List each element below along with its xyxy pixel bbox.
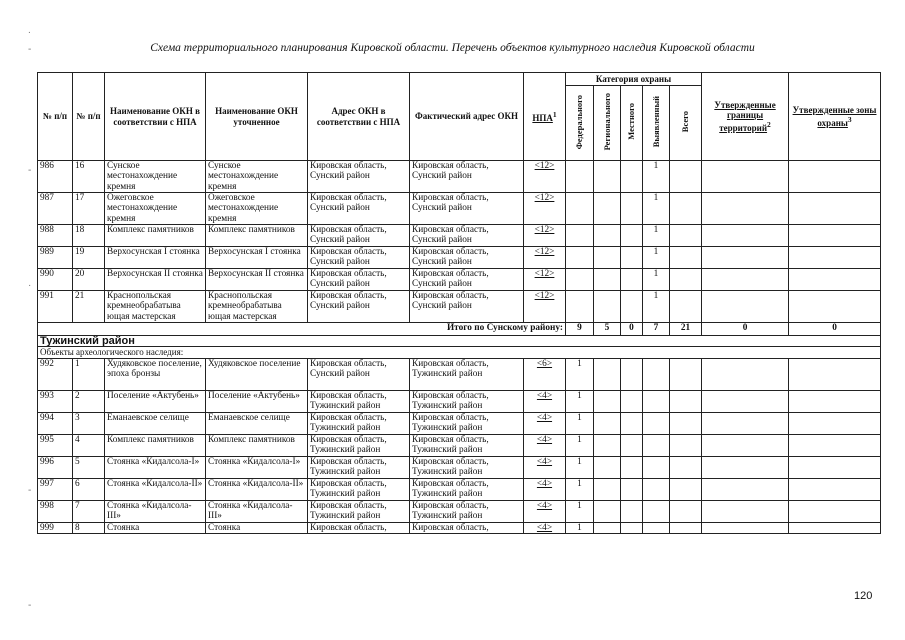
cell-npa: <12> (524, 247, 566, 269)
cell-zones (789, 161, 881, 193)
col-header-total (670, 86, 702, 161)
cell-local (621, 225, 643, 247)
cell-regional (594, 193, 621, 225)
col-header-num2: № п/п (73, 73, 105, 161)
district-row (38, 336, 881, 347)
cell-num2: 21 (73, 291, 105, 323)
cell-num2: 5 (73, 456, 105, 478)
cell-total (670, 161, 702, 193)
summary-label: Итого по Сунскому району: (38, 323, 566, 336)
cell-num: 999 (38, 522, 73, 533)
cell-name-refined: Верхосунская I стоянка (206, 247, 308, 269)
cell-total (670, 434, 702, 456)
cell-npa: <12> (524, 193, 566, 225)
cell-num: 990 (38, 269, 73, 291)
cell-total (670, 478, 702, 500)
cell-local (621, 358, 643, 390)
boundaries-label: Утвержденные границы территорий (714, 99, 776, 134)
cell-regional (594, 412, 621, 434)
cell-num: 988 (38, 225, 73, 247)
cell-regional (594, 247, 621, 269)
cell-num2: 19 (73, 247, 105, 269)
cell-identified (643, 456, 670, 478)
cell-num: 993 (38, 390, 73, 412)
table-row (38, 434, 881, 456)
summary-local: 0 (621, 323, 643, 336)
cell-total (670, 193, 702, 225)
cell-zones (789, 434, 881, 456)
cell-zones (789, 225, 881, 247)
col-header-identified (643, 86, 670, 161)
cell-name-refined: Еманаевское селище (206, 412, 308, 434)
cell-federal (566, 161, 594, 193)
cell-address: Кировская область, Сунский район (308, 247, 410, 269)
cell-name: Верхосунская II стоянка (105, 269, 206, 291)
col-header-name-npa: Наименование ОКН в соответствии с НПА (105, 73, 206, 161)
cell-npa: <4> (524, 434, 566, 456)
cell-num2: 6 (73, 478, 105, 500)
cell-name: Комплекс памятников (105, 225, 206, 247)
table-row (38, 522, 881, 533)
cell-name-refined: Верхосунская II стоянка (206, 269, 308, 291)
col-header-npa (524, 73, 566, 161)
cell-npa: <12> (524, 269, 566, 291)
cell-total (670, 269, 702, 291)
cell-address-actual: Кировская область, Сунский район (410, 161, 524, 193)
zones-footnote: 3 (847, 115, 852, 124)
npa-footnote: 1 (552, 109, 557, 119)
cell-federal: 1 (566, 500, 594, 522)
col-header-zones (789, 73, 881, 161)
cell-zones (789, 412, 881, 434)
cell-boundaries (702, 522, 789, 533)
cell-boundaries (702, 456, 789, 478)
cell-boundaries (702, 478, 789, 500)
summary-zones: 0 (789, 323, 881, 336)
cell-total (670, 456, 702, 478)
cell-identified (643, 358, 670, 390)
cell-boundaries (702, 269, 789, 291)
cell-num2: 16 (73, 161, 105, 193)
table-row (38, 412, 881, 434)
cell-identified: 1 (643, 247, 670, 269)
cell-npa: <4> (524, 478, 566, 500)
cell-num: 996 (38, 456, 73, 478)
table-row (38, 358, 881, 390)
cell-npa: <4> (524, 390, 566, 412)
cell-address-actual: Кировская область, Сунский район (410, 291, 524, 323)
cell-num: 987 (38, 193, 73, 225)
cell-npa: <4> (524, 412, 566, 434)
cell-federal: 1 (566, 522, 594, 533)
cell-boundaries (702, 390, 789, 412)
col-header-boundaries (702, 73, 789, 161)
cell-boundaries (702, 225, 789, 247)
cell-name: Поселение «Актубень» (105, 390, 206, 412)
cell-num2: 18 (73, 225, 105, 247)
cell-total (670, 412, 702, 434)
cell-boundaries (702, 161, 789, 193)
cell-regional (594, 390, 621, 412)
cell-address: Кировская область, Тужинский район (308, 412, 410, 434)
table-row (38, 500, 881, 522)
cell-npa: <4> (524, 500, 566, 522)
cell-address: Кировская область, Сунский район (308, 193, 410, 225)
cell-identified: 1 (643, 161, 670, 193)
cell-npa: <6> (524, 358, 566, 390)
cell-federal: 1 (566, 456, 594, 478)
cell-local (621, 500, 643, 522)
cell-address-actual: Кировская область, Тужинский район (410, 500, 524, 522)
local-label: Местного (626, 103, 637, 141)
table-row (38, 161, 881, 193)
cell-name-refined: Поселение «Актубень» (206, 390, 308, 412)
cell-npa: <4> (524, 522, 566, 533)
cell-total (670, 522, 702, 533)
cell-num2: 2 (73, 390, 105, 412)
cell-npa: <12> (524, 291, 566, 323)
cell-identified: 1 (643, 225, 670, 247)
cell-zones (789, 247, 881, 269)
cell-name: Стоянка «Кидалсола-III» (105, 500, 206, 522)
cell-num2: 17 (73, 193, 105, 225)
cell-boundaries (702, 247, 789, 269)
cell-regional (594, 161, 621, 193)
table-row (38, 291, 881, 323)
summary-row (38, 323, 881, 336)
cell-zones (789, 522, 881, 533)
cell-name-refined: Комплекс памятников (206, 225, 308, 247)
cell-num: 997 (38, 478, 73, 500)
cell-num: 995 (38, 434, 73, 456)
cell-name-refined: Ожеговское местонахождение кремня (206, 193, 308, 225)
cell-identified: 1 (643, 193, 670, 225)
cell-total (670, 225, 702, 247)
cell-name: Стоянка (105, 522, 206, 533)
col-header-num: № п/п (38, 73, 73, 161)
cell-address-actual: Кировская область, Сунский район (410, 225, 524, 247)
cell-local (621, 193, 643, 225)
table-row (38, 456, 881, 478)
cell-num: 986 (38, 161, 73, 193)
summary-boundaries: 0 (702, 323, 789, 336)
table-row (38, 478, 881, 500)
cell-local (621, 522, 643, 533)
table-row (38, 193, 881, 225)
cell-zones (789, 269, 881, 291)
cell-name-refined: Комплекс памятников (206, 434, 308, 456)
cell-address: Кировская область, Тужинский район (308, 500, 410, 522)
federal-label: Федерального (574, 94, 585, 150)
col-header-name-refined: Наименование ОКН уточненное (206, 73, 308, 161)
cell-name: Краснопольская кремнеобрабатыва ющая мастерская (105, 291, 206, 323)
cell-name-refined: Худяковское поселение (206, 358, 308, 390)
cell-local (621, 412, 643, 434)
cell-regional (594, 456, 621, 478)
cell-regional (594, 478, 621, 500)
cell-num2: 8 (73, 522, 105, 533)
cell-address-actual: Кировская область, Тужинский район (410, 478, 524, 500)
cell-num: 989 (38, 247, 73, 269)
cell-address-actual: Кировская область, Сунский район (410, 269, 524, 291)
regional-label: Регионального (601, 93, 612, 151)
cell-num: 998 (38, 500, 73, 522)
cell-regional (594, 225, 621, 247)
cell-address-actual: Кировская область, Тужинский район (410, 456, 524, 478)
summary-federal: 9 (566, 323, 594, 336)
cell-identified (643, 478, 670, 500)
cell-regional (594, 291, 621, 323)
cell-regional (594, 434, 621, 456)
table-row (38, 269, 881, 291)
cell-address-actual: Кировская область, Сунский район (410, 193, 524, 225)
table-row (38, 247, 881, 269)
cell-identified: 1 (643, 291, 670, 323)
boundaries-footnote: 2 (767, 120, 771, 130)
cell-name: Стоянка «Кидалсола-II» (105, 478, 206, 500)
cell-boundaries (702, 193, 789, 225)
cell-federal: 1 (566, 434, 594, 456)
cell-npa: <12> (524, 225, 566, 247)
cell-address-actual: Кировская область, Сунский район (410, 247, 524, 269)
cell-zones (789, 390, 881, 412)
cell-name: Худяковское поселение, эпоха бронзы (105, 358, 206, 390)
cell-total (670, 358, 702, 390)
subheading-row (38, 347, 881, 358)
cell-address-actual: Кировская область, Тужинский район (410, 412, 524, 434)
cell-total (670, 247, 702, 269)
col-header-category: Категория охраны (566, 73, 702, 86)
cell-num: 991 (38, 291, 73, 323)
table-row (38, 390, 881, 412)
cell-local (621, 390, 643, 412)
cell-identified (643, 412, 670, 434)
cell-num2: 1 (73, 358, 105, 390)
table-row (38, 225, 881, 247)
cell-total (670, 291, 702, 323)
cell-address: Кировская область, Сунский район (308, 291, 410, 323)
cell-federal (566, 269, 594, 291)
cell-address-actual: Кировская область, Тужинский район (410, 390, 524, 412)
cell-name-refined: Стоянка «Кидалсола-I» (206, 456, 308, 478)
cell-total (670, 390, 702, 412)
cell-regional (594, 269, 621, 291)
cell-zones (789, 291, 881, 323)
identified-label: Выявленный (650, 96, 661, 148)
cell-regional (594, 500, 621, 522)
cell-federal (566, 193, 594, 225)
col-header-regional (594, 86, 621, 161)
cell-local (621, 161, 643, 193)
cell-boundaries (702, 291, 789, 323)
cell-npa: <12> (524, 161, 566, 193)
col-header-address-npa: Адрес ОКН в соответствии с НПА (308, 73, 410, 161)
cell-address: Кировская область, (308, 522, 410, 533)
cell-num2: 4 (73, 434, 105, 456)
cell-address: Кировская область, Тужинский район (308, 478, 410, 500)
summary-identified: 7 (643, 323, 670, 336)
cell-name-refined: Стоянка «Кидалсола-II» (206, 478, 308, 500)
cell-name-refined: Стоянка «Кидалсола-III» (206, 500, 308, 522)
zones-label: Утвержденные зоны охраны (792, 104, 877, 128)
cell-boundaries (702, 500, 789, 522)
cell-npa: <4> (524, 456, 566, 478)
cell-identified: 1 (643, 269, 670, 291)
total-label: Всего (680, 111, 691, 133)
cell-address-actual: Кировская область, Тужинский район (410, 434, 524, 456)
cell-federal: 1 (566, 358, 594, 390)
cell-num2: 3 (73, 412, 105, 434)
cell-address-actual: Кировская область, (410, 522, 524, 533)
cell-boundaries (702, 434, 789, 456)
cell-num2: 7 (73, 500, 105, 522)
cell-num2: 20 (73, 269, 105, 291)
col-header-local (621, 86, 643, 161)
cell-name: Ожеговское местонахождение кремня (105, 193, 206, 225)
cell-num: 992 (38, 358, 73, 390)
cell-address: Кировская область, Тужинский район (308, 434, 410, 456)
cell-identified (643, 522, 670, 533)
cell-zones (789, 193, 881, 225)
cell-zones (789, 456, 881, 478)
cell-boundaries (702, 358, 789, 390)
page-number: 120 (854, 590, 873, 602)
cell-total (670, 500, 702, 522)
section-subheading: Объекты археологического наследия: (38, 347, 881, 358)
cell-local (621, 456, 643, 478)
cell-identified (643, 390, 670, 412)
cell-name: Сунское местонахождение кремня (105, 161, 206, 193)
cell-federal (566, 291, 594, 323)
heritage-objects-table (37, 72, 881, 534)
cell-identified (643, 500, 670, 522)
col-header-federal (566, 86, 594, 161)
cell-address: Кировская область, Тужинский район (308, 456, 410, 478)
cell-local (621, 269, 643, 291)
cell-federal: 1 (566, 390, 594, 412)
cell-name-refined: Сунское местонахождение кремня (206, 161, 308, 193)
cell-local (621, 247, 643, 269)
cell-address-actual: Кировская область, Тужинский район (410, 358, 524, 390)
cell-name: Верхосунская I стоянка (105, 247, 206, 269)
col-header-address-actual: Фактический адрес ОКН (410, 73, 524, 161)
cell-address: Кировская область, Сунский район (308, 358, 410, 390)
cell-num: 994 (38, 412, 73, 434)
cell-regional (594, 358, 621, 390)
npa-label: НПА (532, 112, 553, 123)
cell-address: Кировская область, Тужинский район (308, 390, 410, 412)
district-heading: Тужинский район (38, 336, 881, 347)
cell-address: Кировская область, Сунский район (308, 161, 410, 193)
cell-federal (566, 247, 594, 269)
cell-regional (594, 522, 621, 533)
cell-zones (789, 358, 881, 390)
cell-local (621, 478, 643, 500)
cell-name: Комплекс памятников (105, 434, 206, 456)
cell-address: Кировская область, Сунский район (308, 269, 410, 291)
cell-zones (789, 500, 881, 522)
cell-name: Еманаевское селище (105, 412, 206, 434)
cell-address: Кировская область, Сунский район (308, 225, 410, 247)
cell-name-refined: Краснопольская кремнеобрабатыва ющая мастерская (206, 291, 308, 323)
cell-federal: 1 (566, 412, 594, 434)
summary-total: 21 (670, 323, 702, 336)
cell-identified (643, 434, 670, 456)
page-title: Схема территориального планирования Кировской области. Перечень объектов культурного наследия Кировской области (150, 42, 755, 54)
cell-local (621, 434, 643, 456)
cell-name-refined: Стоянка (206, 522, 308, 533)
cell-name: Стоянка «Кидалсола-I» (105, 456, 206, 478)
cell-local (621, 291, 643, 323)
cell-federal (566, 225, 594, 247)
cell-boundaries (702, 412, 789, 434)
summary-regional: 5 (594, 323, 621, 336)
cell-federal: 1 (566, 478, 594, 500)
cell-zones (789, 478, 881, 500)
